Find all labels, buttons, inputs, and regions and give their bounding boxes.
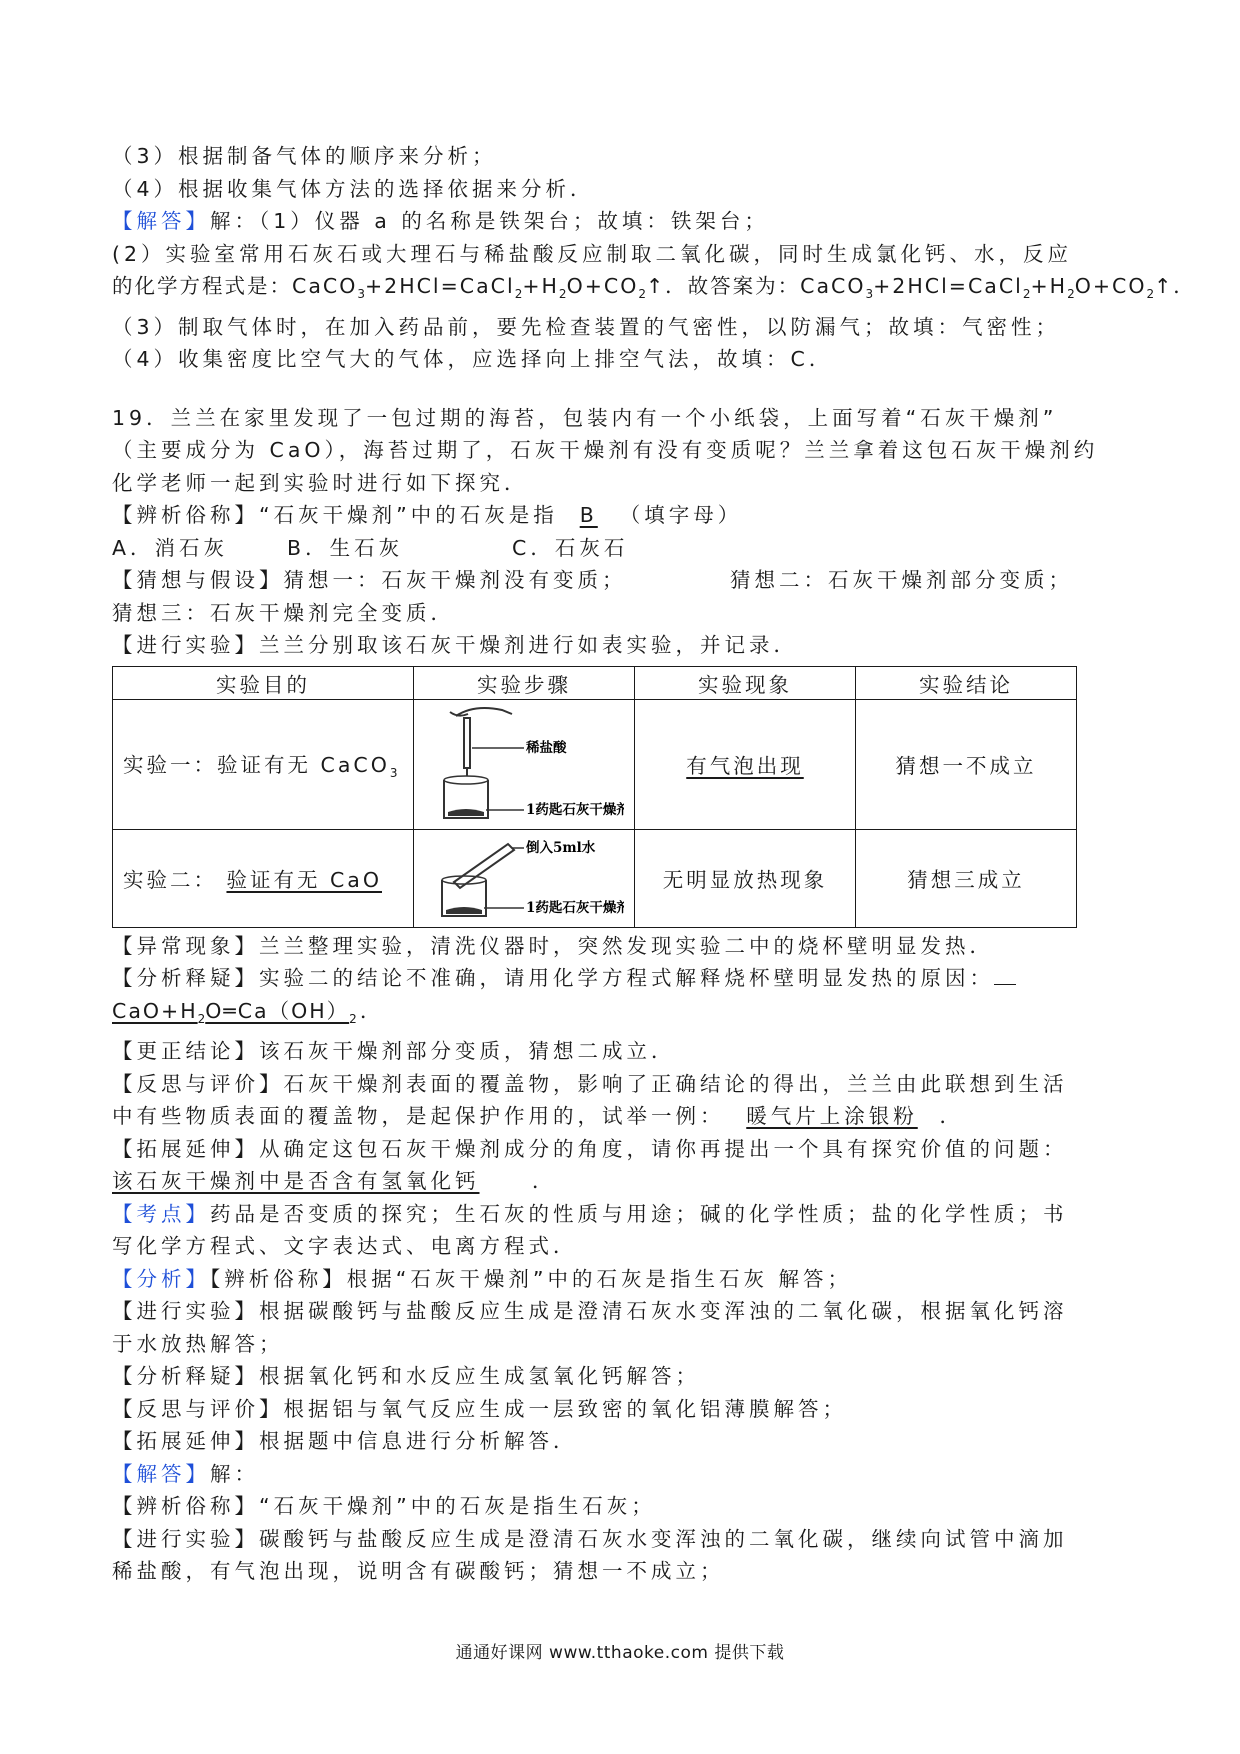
- table-cell-step: [414, 829, 635, 927]
- analysis-section-line: 【反思与评价】根据铝与氧气反应生成一层致密的氧化铝薄膜解答；: [112, 1396, 847, 1421]
- option-a: A．消石灰: [112, 535, 229, 560]
- answer-equation-line: 的化学方程式是：$CaCO_3+2HCl=CaCl_2+H_2O+CO_2↑$．故答案为：$CaCO_3+2HCl=CaCl_2+H_2O+CO_2↑$．: [112, 274, 1196, 302]
- extend-answer-line: 该石灰干燥剂中是否含有氢氧化钙 ．: [112, 1169, 557, 1194]
- question-19-stem: （主要成分为 CaO），海苔过期了，石灰干燥剂有没有变质呢？兰兰拿着这包石灰干燥剂约: [112, 438, 1099, 463]
- table-cell-conclusion: 猜想三成立: [856, 829, 1077, 927]
- extend-line: 【拓展延伸】从确定这包石灰干燥剂成分的角度，请你再提出一个具有探究价值的问题：: [112, 1136, 1068, 1161]
- tube-beaker-illustration: [424, 830, 624, 922]
- table-header: 实验结论: [856, 666, 1077, 699]
- question-19-stem: 19．兰兰在家里发现了一包过期的海苔，包装内有一个小纸袋，上面写着“石灰干燥剂”: [112, 405, 1058, 430]
- analysis-section-line: 于水放热解答；: [112, 1331, 284, 1356]
- kaodian-line: 写化学方程式、文字表达式、电离方程式．: [112, 1234, 578, 1259]
- label-desiccant: 1药匙石灰干燥剂: [526, 899, 624, 916]
- solution-line: 【进行实验】碳酸钙与盐酸反应生成是澄清石灰水变浑浊的二氧化碳，继续向试管中滴加: [112, 1526, 1068, 1551]
- guess-line: 【猜想与假设】猜想一：石灰干燥剂没有变质； 猜想二：石灰干燥剂部分变质；: [112, 568, 1073, 593]
- text-line: （4）根据收集气体方法的选择依据来分析．: [112, 176, 595, 201]
- solution-line: 【辨析俗称】“石灰干燥剂”中的石灰是指生石灰；: [112, 1494, 656, 1519]
- option-c: C．石灰石: [512, 535, 629, 560]
- abnormal-line: 【异常现象】兰兰整理实验，清洗仪器时，突然发现实验二中的烧杯壁明显发热．: [112, 933, 994, 958]
- label-desiccant: 1药匙石灰干燥剂: [526, 801, 624, 818]
- solution-line: 稀盐酸，有气泡出现，说明含有碳酸钙；猜想一不成立；: [112, 1559, 725, 1584]
- table-cell-conclusion: 猜想一不成立: [856, 699, 1077, 829]
- answer-line: 【解答】解：（1）仪器 a 的名称是铁架台；故填：铁架台；: [112, 209, 769, 233]
- analysis-section-line: 【分析释疑】根据氧化钙和水反应生成氢氧化钙解答；: [112, 1364, 700, 1389]
- correct-line: 【更正结论】该石灰干燥剂部分变质，猜想二成立．: [112, 1039, 676, 1064]
- bianxi-line: 【辨析俗称】“石灰干燥剂”中的石灰是指 B （填字母）: [112, 499, 1144, 532]
- question-19-stem: 化学老师一起到实验时进行如下探究．: [112, 470, 529, 495]
- label-pour-water: 倒入5ml水: [526, 839, 596, 856]
- option-b: B．生石灰: [287, 535, 404, 560]
- fenxi-tag: 【分析】: [112, 1266, 210, 1291]
- answer-line: （4）收集密度比空气大的气体，应选择向上排空气法，故填：C．: [112, 347, 834, 372]
- analysis-section-line: 【拓展延伸】根据题中信息进行分析解答．: [112, 1429, 578, 1454]
- table-cell-phenomenon: 无明显放热现象: [635, 829, 856, 927]
- analysis-section-line: 【进行实验】根据碳酸钙与盐酸反应生成是澄清石灰水变浑浊的二氧化碳，根据氧化钙溶: [112, 1299, 1068, 1324]
- answer-line: (2）实验室常用石灰石或大理石与稀盐酸反应制取二氧化碳，同时生成氯化钙、水，反应: [112, 241, 1073, 266]
- text-line: （3）根据制备气体的顺序来分析；: [112, 144, 497, 168]
- label-dilute-hcl: 稀盐酸: [526, 739, 567, 756]
- analysis-line: 【分析释疑】实验二的结论不准确，请用化学方程式解释烧杯壁明显发热的原因：: [112, 962, 1144, 995]
- solution-line: 【解答】解：: [112, 1461, 259, 1486]
- table-cell-purpose: 实验二： 验证有无 CaO: [113, 829, 414, 927]
- answer-tag: 【解答】: [112, 209, 210, 233]
- reflect-line: 【反思与评价】石灰干燥剂表面的覆盖物，影响了正确结论的得出，兰兰由此联想到生活: [112, 1071, 1068, 1096]
- analysis-answer-line: $CaO+H_2O═Ca(OH)_2$ ．: [112, 998, 385, 1026]
- jieda-tag: 【解答】: [112, 1461, 210, 1486]
- dropper-beaker-illustration: [424, 700, 624, 824]
- answer-line: （3）制取气体时，在加入药品前，要先检查装置的气密性，以防漏气；故填：气密性；: [112, 314, 1061, 339]
- experiment-intro: 【进行实验】兰兰分别取该石灰干燥剂进行如表实验，并记录．: [112, 633, 798, 658]
- table-header: 实验步骤: [414, 666, 635, 699]
- table-header: 实验目的: [113, 666, 414, 699]
- guess-line: 猜想三：石灰干燥剂完全变质．: [112, 600, 455, 625]
- experiment-table: [112, 666, 1077, 928]
- table-cell-step: [414, 699, 635, 829]
- document-body: [112, 140, 1196, 1588]
- table-cell-phenomenon: 有气泡出现: [635, 699, 856, 829]
- kaodian-line: 【考点】药品是否变质的探究；生石灰的性质与用途；碱的化学性质；盐的化学性质；书: [112, 1201, 1068, 1226]
- table-header: 实验现象: [635, 666, 856, 699]
- table-cell-purpose: 实验一：验证有无 CaCO$_3$: [113, 699, 414, 829]
- kaodian-tag: 【考点】: [112, 1201, 210, 1226]
- analysis-section-line: 【分析】【辨析俗称】根据“石灰干燥剂”中的石灰是指生石灰 解答；: [112, 1266, 853, 1291]
- reflect-line: 中有些物质表面的覆盖物，是起保护作用的，试举一例： 暖气片上涂银粉 ．: [112, 1104, 964, 1129]
- options-line: [112, 532, 1144, 565]
- page-footer: 通通好课网 www.tthaoke.com 提供下载: [455, 1643, 785, 1663]
- answer-blank: B: [579, 503, 598, 528]
